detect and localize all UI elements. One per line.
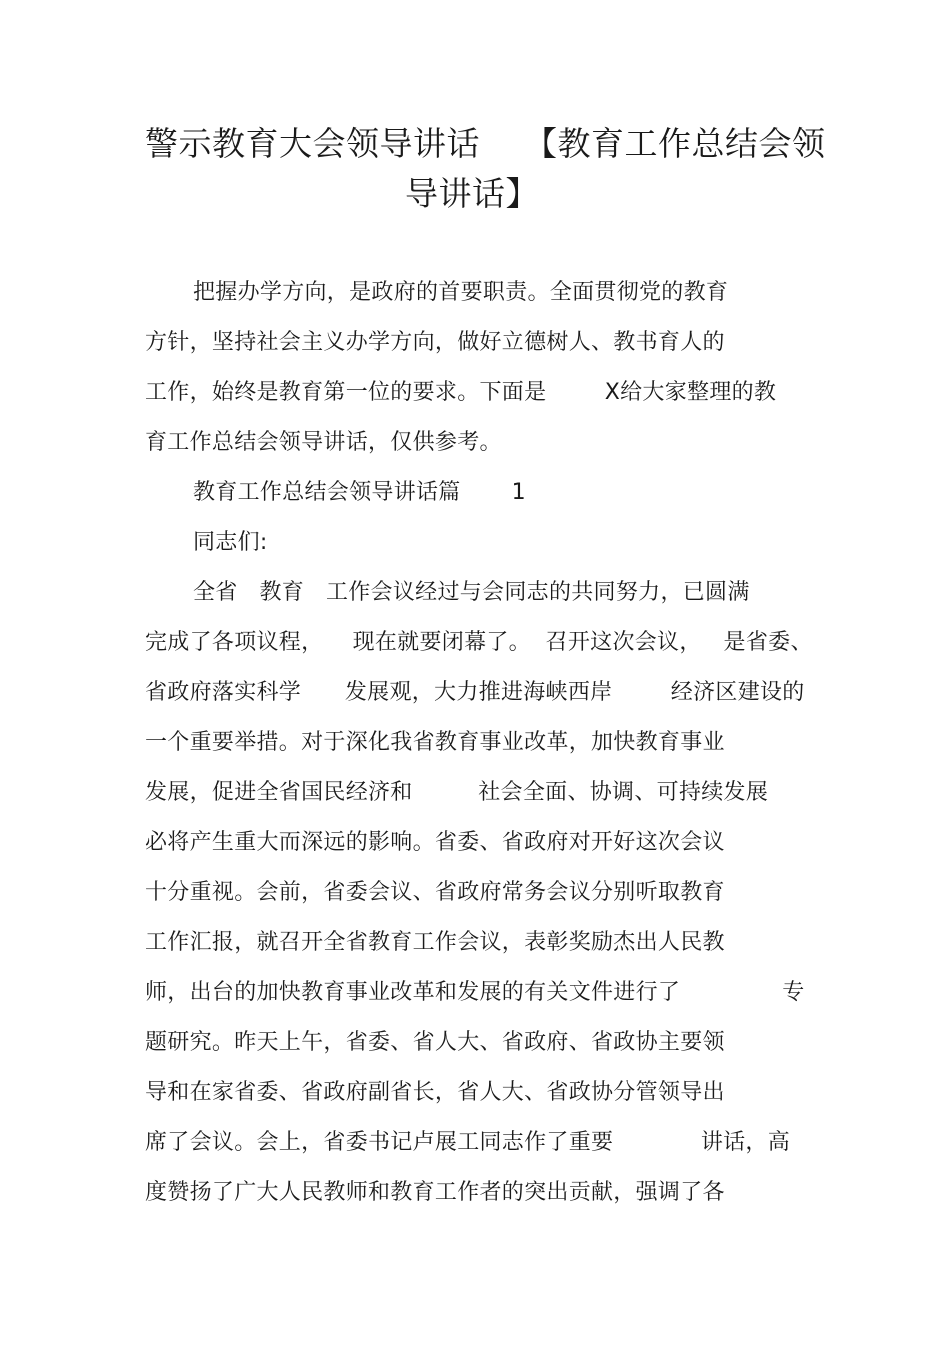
body-line: 工作，始终是教育第一位的要求。下面是 X给大家整理的教 [145,380,777,405]
body-line: 工作汇报，就召开全省教育工作会议，表彰奖励杰出人民教 [145,930,725,955]
section-heading: 教育工作总结会领导讲话篇 1 [193,480,526,505]
body-line: 题研究。昨天上午，省委、省人大、省政府、省政协主要领 [145,1030,725,1055]
document-title-line-2: 导讲话】 [405,174,539,213]
body-line: 一个重要举措。对于深化我省教育事业改革，加快教育事业 [145,730,725,755]
salutation: 同志们: [193,530,268,555]
body-line: 十分重视。会前，省委会议、省政府常务会议分别听取教育 [145,880,725,905]
body-line: 师，出台的加快教育事业改革和发展的有关文件进行了 专 [145,980,805,1005]
body-line: 度赞扬了广大人民教师和教育工作者的突出贡献，强调了各 [145,1180,725,1205]
body-line: 席了会议。会上，省委书记卢展工同志作了重要 讲话，高 [145,1130,791,1155]
body-line: 完成了各项议程， 现在就要闭幕了。 召开这次会议， 是省委、 [145,630,813,655]
body-line: 发展，促进全省国民经济和 社会全面、协调、可持续发展 [145,780,769,805]
body-line: 全省 教育 工作会议经过与会同志的共同努力，已圆满 [193,580,750,605]
body-line: 方针，坚持社会主义办学方向，做好立德树人、教书育人的 [145,330,725,355]
body-line: 导和在家省委、省政府副省长，省人大、省政协分管领导出 [145,1080,725,1105]
document-title-line-1: 警示教育大会领导讲话 【教育工作总结会领 [145,124,826,163]
body-line: 育工作总结会领导讲话，仅供参考。 [145,430,502,455]
body-line: 省政府落实科学 发展观，大力推进海峡西岸 经济区建设的 [145,680,805,705]
body-line: 必将产生重大而深远的影响。省委、省政府对开好这次会议 [145,830,725,855]
body-line: 把握办学方向，是政府的首要职责。全面贯彻党的教育 [193,280,729,305]
